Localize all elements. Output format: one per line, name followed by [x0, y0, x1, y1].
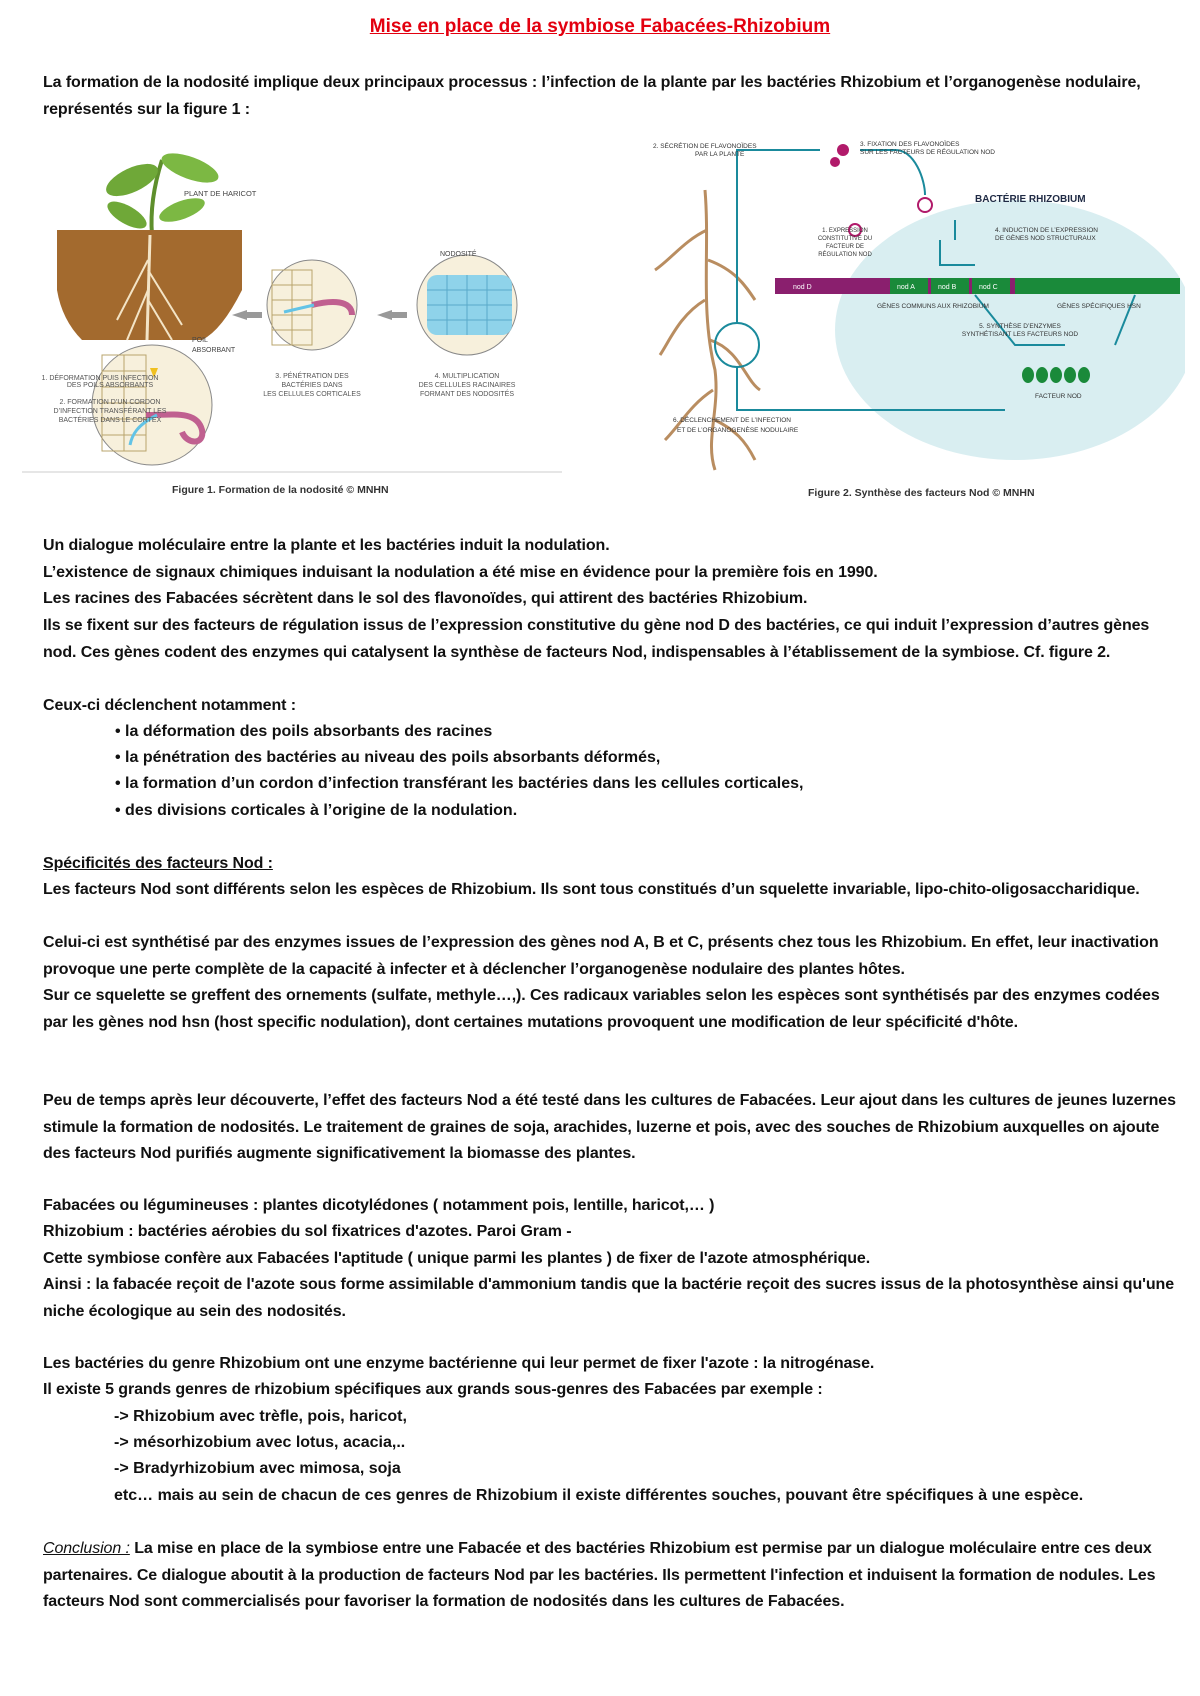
svg-text:BACTÉRIES DANS [281, 380, 342, 389]
svg-text:2. SÉCRÉTION DE FLAVONOÏDES [653, 141, 757, 150]
svg-text:3. FIXATION DES FLAVONOÏDES [860, 140, 960, 148]
s2-line1: 2. SÉCRÉTION DE FLAVONOÏDES [653, 143, 757, 150]
bullet-2: • la pénétration des bactéries au niveau des poils absorbants déformés, [115, 749, 661, 766]
genre-mesorhizobium: -> mésorhizobium avec lotus, acacia,.. [114, 1434, 406, 1451]
bullet-1: • la déformation des poils absorbants des racines [115, 723, 493, 740]
genre-rhizobium: -> Rhizobium avec trèfle, pois, haricot, [114, 1408, 407, 1425]
step2-line2: D’INFECTION TRANSFÉRANT LES [53, 408, 167, 415]
dialogue-line-2: L’existence de signaux chimiques induisant la nodulation a été mise en évidence pour la première fois en 1990. [43, 564, 878, 581]
svg-text:1. EXPRESSION [822, 228, 868, 234]
bullet-4: • des divisions corticales à l’origine de la nodulation. [115, 802, 518, 819]
svg-text:PAR LA PLANTE [695, 151, 745, 158]
s3-line2: SUR LES FACTEURS DE RÉGULATION NOD [860, 149, 995, 156]
step3-line2: BACTÉRIES DANS [281, 382, 343, 389]
s6-line1: 6. DÉCLENCHEMENT DE L’INFECTION [673, 417, 791, 424]
def-ainsi: Ainsi : la fabacée reçoit de l'azote sous forme assimilable d'ammonium tandis que la bactérie reçoit des sucres issus de la photosynthèse ainsi qu'une niche écologique au sein des nodosités. [43, 1276, 1174, 1320]
genres-line-2: Il existe 5 grands genres de rhizobium spécifiques aux grands sous-genres des Fabacées par exemple : [43, 1381, 823, 1398]
svg-text:SUR LES FACTEURS DE RÉGULATION [860, 147, 995, 156]
svg-text:CONSTITUTIVE DU [818, 236, 872, 242]
bullet-3: • la formation d’un cordon d’infection transférant les bactéries dans les cellules corticales, [115, 775, 804, 792]
dialogue-line-5: Ceux-ci déclenchent notamment : [43, 697, 296, 714]
genre-bradyrhizobium: -> Bradyrhizobium avec mimosa, soja [114, 1460, 401, 1477]
label-poil: POIL [192, 337, 208, 344]
svg-text:FORMANT DES NODOSITÉS [420, 389, 514, 398]
page-title: Mise en place de la symbiose Fabacées-Rhizobium [369, 16, 831, 37]
svg-text:ET DE L’ORGANOGENÈSE NODULAIRE [677, 425, 799, 434]
label-plant: PLANT DE HARICOT [184, 189, 257, 198]
nod-factor-chain [1022, 367, 1090, 383]
bacteria-label: BACTÉRIE RHIZOBIUM [975, 194, 1086, 205]
intro-paragraph: La formation de la nodosité implique deux principaux processus : l’infection de la plante par les bactéries Rhizobium et l’organogenèse nodulaire, représentés sur la figure 1 : [43, 74, 1141, 118]
svg-text:5. SYNTHÈSE D’ENZYMES [979, 321, 1061, 330]
flavonoid-2 [830, 157, 840, 167]
svg-text:SYNTHÉTISANT LES FACTEURS NOD [962, 329, 1078, 338]
svg-text:4. INDUCTION DE L’EXPRESSION [995, 227, 1098, 234]
step3-line3: LES CELLULES CORTICALES [263, 391, 361, 398]
step4-line2: DES CELLULES RACINAIRES [418, 382, 516, 389]
s1-line1: 1. EXPRESSION [822, 228, 868, 234]
def-fabacees: Fabacées ou légumineuses : plantes dicotylédones ( notamment pois, lentille, haricot,… ) [43, 1197, 715, 1214]
svg-text:LES CELLULES CORTICALES [263, 391, 361, 398]
figure-1-illustration [22, 140, 562, 475]
figure-2-caption: Figure 2. Synthèse des facteurs Nod © MNHN [808, 487, 1035, 499]
svg-text:3. PÉNÉTRATION DES [275, 371, 349, 380]
s3-line1: 3. FIXATION DES FLAVONOÏDES [860, 141, 960, 148]
s1-line4: RÉGULATION NOD [818, 252, 872, 258]
svg-text:DES CELLULES RACINAIRES [419, 382, 516, 389]
svg-text:DE GÈNES NOD STRUCTURAUX [995, 233, 1096, 242]
spec-paragraph-1: Les facteurs Nod sont différents selon les espèces de Rhizobium. Ils sont tous constitués d’un squelette invariable, lipo-chito-oligosaccharidique. [43, 881, 1140, 898]
spec-paragraph-3: Sur ce squelette se greffent des ornements (sulfate, methyle…,). Ces radicaux variables selon les espèces sont synthétisés par des enzymes codées par les gènes nod hsn (host specific nodulation), dont certaines mutations provoquent une modification de leur spécificité d'hôte. [43, 987, 1160, 1031]
s4-line1: 4. INDUCTION DE L’EXPRESSION [995, 227, 1098, 234]
svg-text:2. FORMATION D’UN CORDON [60, 399, 161, 406]
genes-communs: GÈNES COMMUNS AUX RHIZOBIUM [877, 303, 989, 310]
step4-line3: FORMANT DES NODOSITÉS [420, 391, 514, 398]
genre-etc: etc… mais au sein de chacun de ces genres de Rhizobium il existe différentes souches, pouvant être spécifiques à une espèce. [114, 1487, 1084, 1504]
figure-2-illustration [645, 140, 1185, 475]
spec-heading: Spécificités des facteurs Nod : [43, 855, 273, 872]
figure-2 [645, 140, 1185, 475]
svg-text:6. DÉCLENCHEMENT DE L’INFECTIO [673, 415, 791, 424]
flavonoid-1 [837, 144, 849, 156]
gene-nod-c: nod C [979, 284, 998, 291]
genres-line-1: Les bactéries du genre Rhizobium ont une enzyme bactérienne qui leur permet de fixer l'azote : la nitrogénase. [43, 1355, 875, 1372]
def-rhizobium: Rhizobium : bactéries aérobies du sol fixatrices d'azotes. Paroi Gram - [43, 1223, 572, 1240]
facteur-nod: FACTEUR NOD [1035, 393, 1082, 400]
conclusion-label: Conclusion : [43, 1540, 130, 1557]
s2-line2: PAR LA PLANTE [695, 151, 745, 158]
dialogue-line-4: Ils se fixent sur des facteurs de régulation issus de l’expression constitutive du gène nod D des bactéries, ce qui induit l’expression d’autres gènes nod. Ces gènes codent des enzymes qui catalysent la synthèse de facteurs Nod, indispensables à l’établissement de la symbiose. Cf. figure 2. [43, 617, 1150, 661]
conclusion-text: La mise en place de la symbiose entre une Fabacée et des bactéries Rhizobium est permise par un dialogue moléculaire entre ces deux partenaires. Ce dialogue aboutit à la production de facteurs Nod par les bactéries. Ils permettent l'infection et induisent la formation de nodules. Les facteurs Nod sont commercialisés pour favoriser la formation de nodosités dans les cultures de Fabacées. [43, 1540, 1156, 1610]
step2-line1: 2. FORMATION D’UN CORDON [59, 399, 161, 406]
svg-text:DES POILS ABSORBANTS [67, 382, 154, 389]
genes-specifiques: GÈNES SPÉCIFIQUES HSN [1057, 303, 1141, 310]
s6-line2: ET DE L’ORGANOGENÈSE NODULAIRE [677, 427, 799, 434]
label-absorbant: ABSORBANT [192, 347, 236, 354]
def-symbiose: Cette symbiose confère aux Fabacées l'aptitude ( unique parmi les plantes ) de fixer de l'azote atmosphérique. [43, 1250, 871, 1267]
s4-line2: DE GÈNES NOD STRUCTURAUX [995, 235, 1096, 242]
s1-line3: FACTEUR DE [825, 244, 865, 250]
figure-1-caption: Figure 1. Formation de la nodosité © MNHN [172, 484, 389, 496]
gene-nod-b: nod B [938, 284, 957, 291]
s5-line1: 5. SYNTHÈSE D’ENZYMES [979, 323, 1061, 330]
spec-paragraph-2: Celui-ci est synthétisé par des enzymes issues de l’expression des gènes nod A, B et C, présents chez tous les Rhizobium. En effet, leur inactivation provoque une perte complète de la capacité à infecter et à déclencher l’organogenèse nodulaire des plantes hôtes. [43, 934, 1159, 978]
step2-line3: BACTÉRIES DANS LE CORTEX [58, 417, 162, 424]
conclusion-paragraph [43, 1536, 1183, 1616]
figure-1 [22, 140, 562, 475]
step4-line1: 4. MULTIPLICATION [434, 373, 500, 380]
dialogue-line-3: Les racines des Fabacées sécrètent dans le sol des flavonoïdes, qui attirent des bactéries Rhizobium. [43, 590, 808, 607]
svg-text:D’INFECTION TRANSFÉRANT LES [54, 406, 167, 415]
s1-line2: CONSTITUTIVE DU [817, 236, 873, 242]
svg-text:FACTEUR DE [826, 244, 864, 250]
svg-text:4. MULTIPLICATION [435, 373, 500, 380]
step3-line1: 3. PÉNÉTRATION DES [275, 373, 349, 380]
step1-caption: 1. DÉFORMATION PUIS INFECTION [41, 375, 159, 382]
s5-line2: SYNTHÉTISANT LES FACTEURS NOD [961, 331, 1079, 338]
svg-text:BACTÉRIES DANS LE CORTEX [59, 415, 162, 424]
essai-paragraph: Peu de temps après leur découverte, l’effet des facteurs Nod a été testé dans les cultures de Fabacées. Leur ajout dans les cultures de jeunes luzernes stimule la formation de nodosités. Le traitement de graines de soja, arachides, luzerne et pois, avec des souches de Rhizobium auxquelles on ajoute des facteurs Nod purifiés augmente significativement la biomasse des plantes. [43, 1092, 1176, 1162]
label-nodosite: NODOSITÉ [440, 251, 477, 258]
svg-text:RÉGULATION NOD [818, 251, 872, 258]
gene-nod-d: nod D [793, 284, 812, 291]
step1-line2: DES POILS ABSORBANTS [66, 382, 154, 389]
dialogue-line-1: Un dialogue moléculaire entre la plante et les bactéries induit la nodulation. [43, 537, 610, 554]
gene-nod-a: nod A [897, 284, 915, 291]
